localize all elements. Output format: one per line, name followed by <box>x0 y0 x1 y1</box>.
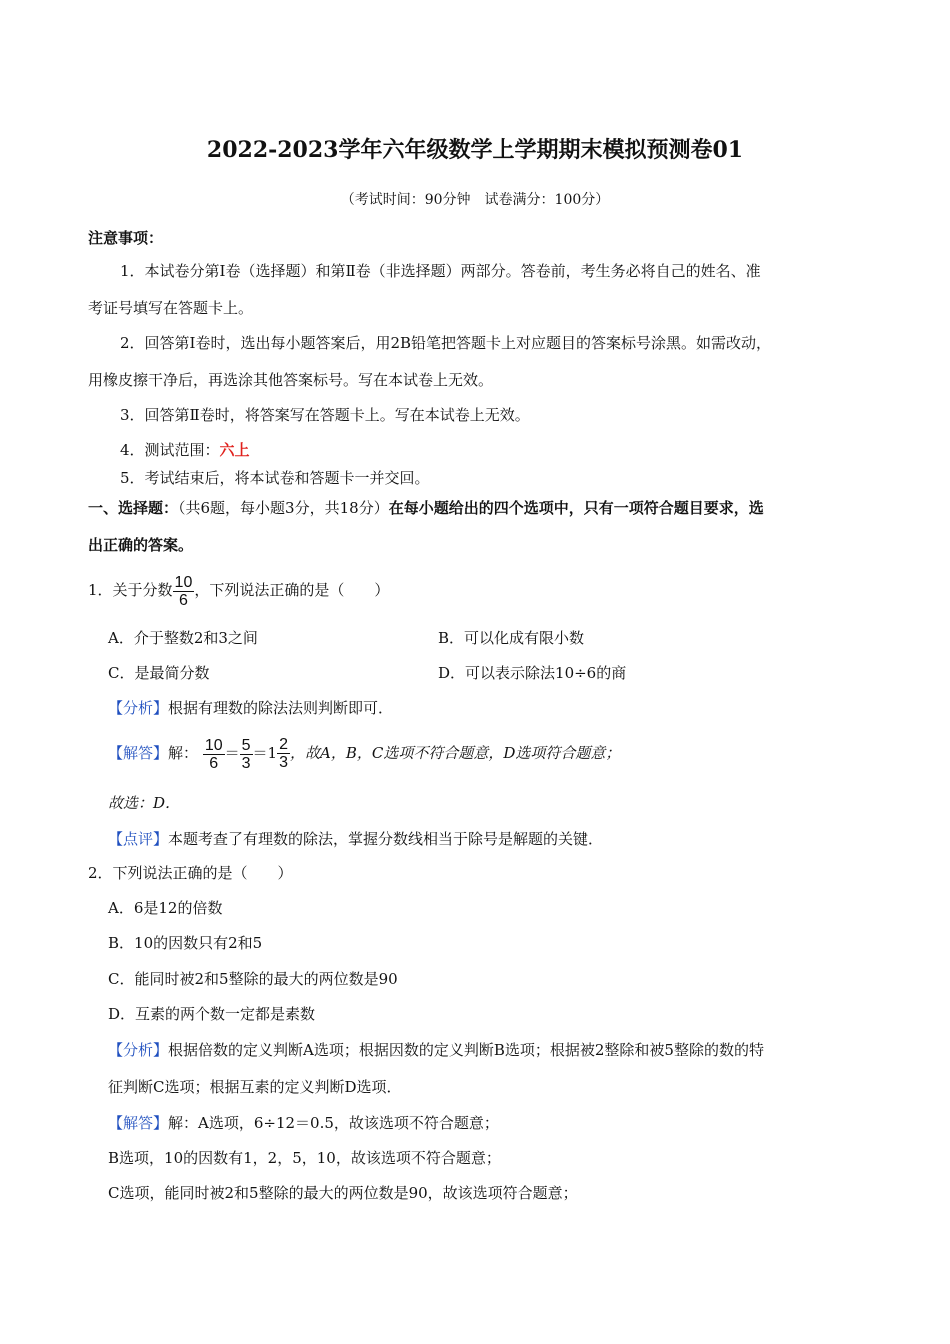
note-1-line-2: 考证号填写在答题卡上。 <box>88 299 254 317</box>
q2-answer <box>108 1113 499 1133</box>
comment-tag: 【点评】 <box>108 830 169 848</box>
section-1-instruction: 在每小题给出的四个选项中，只有一项符合题目要求，选 <box>388 499 764 517</box>
answer-lead: 解： <box>168 744 199 762</box>
answer-fraction-1 <box>203 737 225 772</box>
note-5: 5．考试结束后，将本试卷和答题卡一并交回。 <box>120 469 430 487</box>
answer-fraction-3 <box>277 736 290 771</box>
q1-answer <box>108 732 620 774</box>
q1-comment <box>108 829 603 849</box>
q2-analysis <box>108 1040 764 1060</box>
q1-choice: 故选：D． <box>108 794 181 812</box>
answer-tag: 【解答】 <box>108 1114 169 1132</box>
analysis-text: 根据有理数的除法法则判断即可． <box>168 699 394 717</box>
question-2-stem: 2．下列说法正确的是（ ） <box>88 864 293 882</box>
q2-option-b: B．10的因数只有2和5 <box>108 934 263 952</box>
q2-option-c: C．能同时被2和5整除的最大的两位数是90 <box>108 970 398 988</box>
question-1-prefix: 1．关于分数 <box>88 581 173 599</box>
note-3: 3．回答第Ⅱ卷时，将答案写在答题卡上。写在本试卷上无效。 <box>120 406 530 424</box>
q2-answer-c: C选项，能同时被2和5整除的最大的两位数是90，故该选项符合题意； <box>108 1184 578 1202</box>
fraction-numerator: 2 <box>279 735 288 753</box>
fraction-denominator: 6 <box>203 754 225 772</box>
fraction-numerator: 10 <box>174 573 193 591</box>
answer-text: 解：A选项，6÷12＝0.5，故该选项不符合题意； <box>168 1114 499 1132</box>
note-4 <box>120 440 250 460</box>
section-1-info: （共6题，每小题3分，共18分） <box>178 499 389 517</box>
analysis-tag: 【分析】 <box>108 699 169 717</box>
section-1-label: 一、选择题： <box>88 499 179 517</box>
equals-sign: ＝ <box>252 744 268 762</box>
fraction-denominator: 3 <box>241 754 251 772</box>
fraction-denominator: 6 <box>173 591 195 609</box>
question-1-stem <box>88 572 389 609</box>
notes-heading: 注意事项： <box>88 229 164 247</box>
section-1-instruction-cont: 出正确的答案。 <box>88 536 194 554</box>
note-1-line-1: 1．本试卷分第Ⅰ卷（选择题）和第Ⅱ卷（非选择题）两部分。答卷前，考生务必将自己的姓名、准 <box>120 262 761 280</box>
answer-tail: ，故A，B，C选项不符合题意，D选项符合题意； <box>290 744 621 762</box>
test-scope: 六上 <box>219 441 250 459</box>
answer-mixed-number <box>268 732 290 774</box>
page-title: 2022-2023学年六年级数学上学期期末模拟预测卷01 <box>206 137 744 163</box>
note-4-label: 4．测试范围： <box>120 441 220 459</box>
note-2-line-1: 2．回答第Ⅰ卷时，选出每小题答案后，用2B铅笔把答题卡上对应题目的答案标号涂黑。如需改动， <box>120 334 772 352</box>
equals-sign: ＝ <box>224 744 240 762</box>
fraction-denominator: 3 <box>279 753 288 771</box>
q1-analysis <box>108 698 393 718</box>
q2-option-d: D．互素的两个数一定都是素数 <box>108 1005 316 1023</box>
q1-option-c: C．是最简分数 <box>108 664 210 682</box>
fraction-numerator: 10 <box>204 736 223 754</box>
note-2-line-2: 用橡皮擦干净后，再选涂其他答案标号。写在本试卷上无效。 <box>88 371 494 389</box>
fraction-numerator: 5 <box>241 736 251 754</box>
q2-option-a: A．6是12的倍数 <box>108 899 223 917</box>
answer-fraction-2 <box>240 737 253 772</box>
analysis-text: 根据倍数的定义判断A选项；根据因数的定义判断B选项；根据被2整除和被5整除的数的特 <box>168 1041 764 1059</box>
analysis-tag: 【分析】 <box>108 1041 169 1059</box>
exam-info: （考试时间：90分钟 试卷满分：100分） <box>340 192 610 208</box>
mixed-whole: 1 <box>267 744 278 762</box>
q1-option-b: B．可以化成有限小数 <box>438 629 585 647</box>
answer-tag: 【解答】 <box>108 744 169 762</box>
q1-option-d: D．可以表示除法10÷6的商 <box>438 664 627 682</box>
q2-answer-b: B选项，10的因数有1，2，5，10，故该选项不符合题意； <box>108 1149 501 1167</box>
q1-option-a: A．介于整数2和3之间 <box>108 629 258 647</box>
q2-analysis-cont: 征判断C选项；根据互素的定义判断D选项． <box>108 1078 402 1096</box>
comment-text: 本题考查了有理数的除法，掌握分数线相当于除号是解题的关键． <box>168 830 604 848</box>
question-1-fraction <box>173 574 195 609</box>
section-1-header <box>88 498 764 518</box>
question-1-suffix: ，下列说法正确的是（ ） <box>194 581 390 599</box>
